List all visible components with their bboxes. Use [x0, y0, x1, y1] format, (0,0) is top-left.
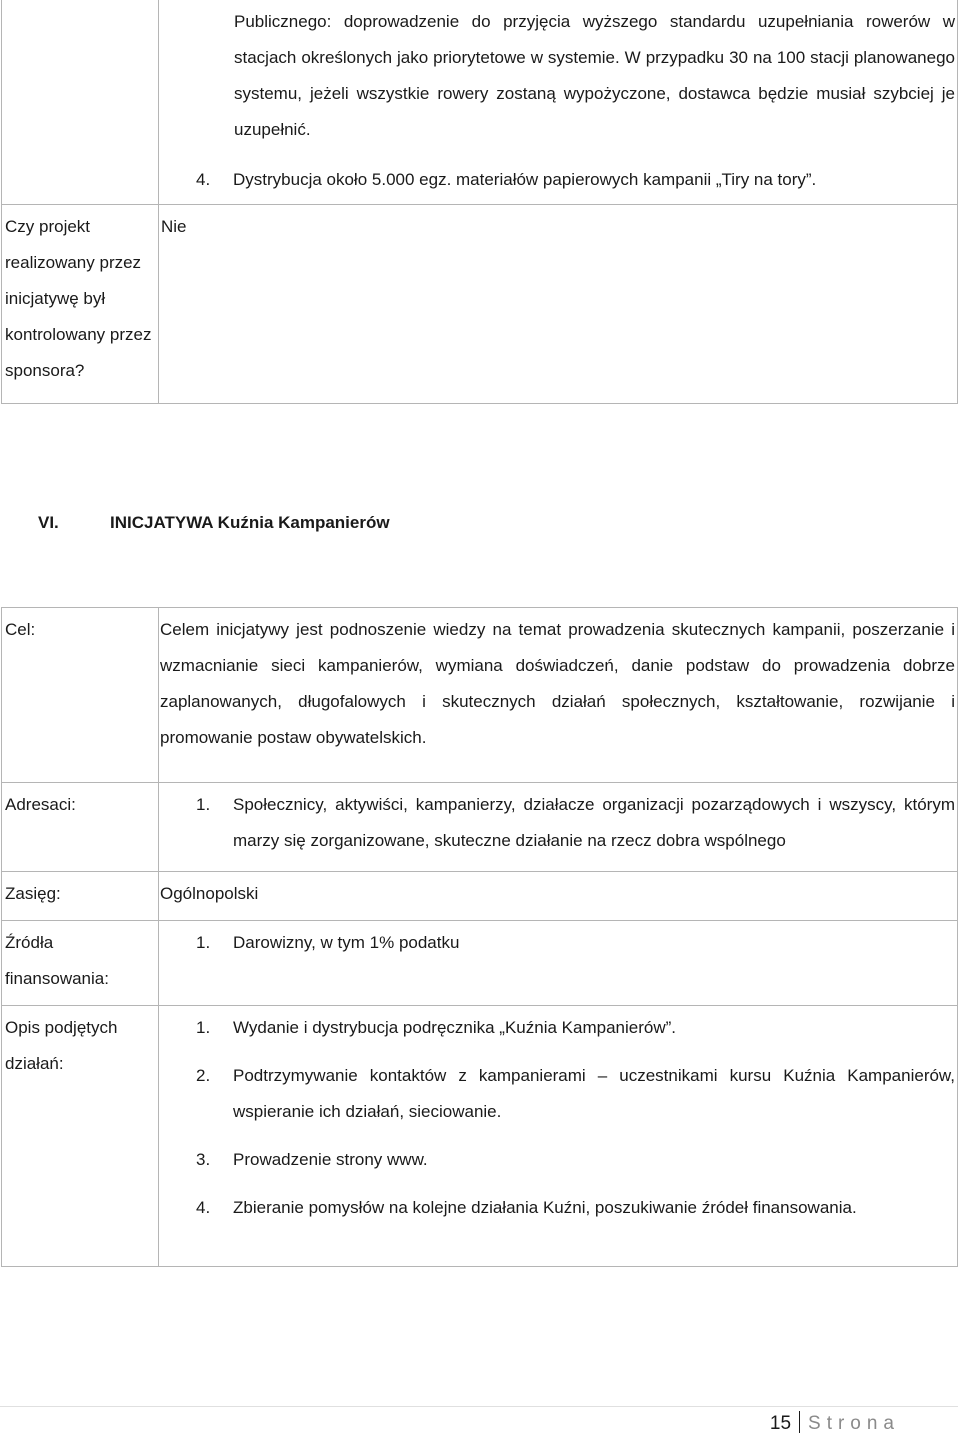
- list-item-text: Zbieranie pomysłów na kolejne działania Kuźni, poszukiwanie źródeł finansowania.: [233, 1198, 857, 1217]
- page-number: [770, 1411, 900, 1435]
- table-row: [2, 783, 958, 872]
- table-cell-value: [159, 783, 958, 872]
- control-label: Czy projekt realizowany przez inicjatywę był kontrolowany przez sponsora?: [2, 205, 159, 404]
- list-item: [160, 1190, 955, 1226]
- table-row: [2, 0, 958, 205]
- zrodla-label: Źródła finansowania:: [2, 921, 159, 1006]
- list-item: [160, 1010, 955, 1046]
- table-cell-value: [159, 1006, 958, 1267]
- table-cell-value: [159, 608, 958, 783]
- list-item-number: 4.: [196, 1198, 211, 1217]
- table-row: [2, 921, 958, 1006]
- control-value: Nie: [159, 205, 958, 404]
- footer-divider: [0, 1406, 958, 1407]
- list-item-number: 2.: [196, 1066, 211, 1085]
- table-row: [2, 205, 958, 404]
- list-item-number: 1.: [196, 1018, 211, 1037]
- table-cell-empty: [2, 0, 159, 205]
- table-cell-value: [159, 0, 958, 205]
- list-item-text: Społecznicy, aktywiści, kampanierzy, działacze organizacji pozarządowych i wszyscy, którym marzy się zorganizowane, skuteczne działanie na rzecz dobra wspólnego: [233, 795, 955, 850]
- page-number-value: 15: [769, 1413, 792, 1434]
- list-item-text: Podtrzymywanie kontaktów z kampanierami – uczestnikami kursu Kuźnia Kampanierów, wspieranie ich działań, sieciowanie.: [233, 1066, 955, 1121]
- list-item: [160, 787, 955, 859]
- list-item-number: 1.: [196, 933, 211, 952]
- continued-paragraph: Publicznego: doprowadzenie do przyjęcia wyższego standardu uzupełniania rowerów w stacjach określonych jako priorytetowe w systemie. W przypadku 30 na 100 stacji planowanego systemu, jeżeli wszystkie rowery zostaną wypożyczone, dostawca będzie musiał szybciej je uzupełnić.: [234, 12, 955, 139]
- initiative-table: [1, 607, 958, 1267]
- table-row: [2, 1006, 958, 1267]
- table-row: [2, 872, 958, 921]
- section-title: INICJATYWA Kuźnia Kampanierów: [110, 513, 390, 532]
- list-item-text: Dystrybucja około 5.000 egz. materiałów papierowych kampanii „Tiry na tory”.: [233, 170, 817, 189]
- list-item: [160, 162, 955, 198]
- list-item: [160, 925, 955, 961]
- page-number-separator: [799, 1411, 800, 1433]
- list-item-text: Prowadzenie strony www.: [233, 1150, 428, 1169]
- zasieg-value: Ogólnopolski: [159, 872, 958, 921]
- list-item-text: Wydanie i dystrybucja podręcznika „Kuźnia Kampanierów”.: [233, 1018, 676, 1037]
- list-item-number: 3.: [196, 1150, 211, 1169]
- section-number: VI.: [38, 513, 59, 532]
- table-cell-value: [159, 921, 958, 1006]
- table-row: [2, 608, 958, 783]
- list-item-text: Darowizny, w tym 1% podatku: [233, 933, 460, 952]
- list-item-number: 4.: [196, 170, 211, 189]
- adresaci-label: Adresaci:: [2, 783, 159, 872]
- cel-label: Cel:: [2, 608, 159, 783]
- opis-label: Opis podjętych działań:: [2, 1006, 159, 1267]
- list-item: [160, 1142, 955, 1178]
- section-heading: [38, 513, 390, 533]
- list-item-number: 1.: [196, 795, 211, 814]
- page-word: Strona: [808, 1413, 900, 1434]
- list-item: [160, 1058, 955, 1130]
- cel-text: Celem inicjatywy jest podnoszenie wiedzy na temat prowadzenia skutecznych kampanii, poszerzanie i wzmacnianie sieci kampanierów, wymiana doświadczeń, danie podstaw do prowadzenia dobrze zaplanowanych, długofalowych i skutecznych działań społecznych, kształtowanie, rozwijanie i promowanie postaw obywatelskich.: [160, 620, 955, 747]
- previous-table: [1, 0, 958, 404]
- zasieg-label: Zasięg:: [2, 872, 159, 921]
